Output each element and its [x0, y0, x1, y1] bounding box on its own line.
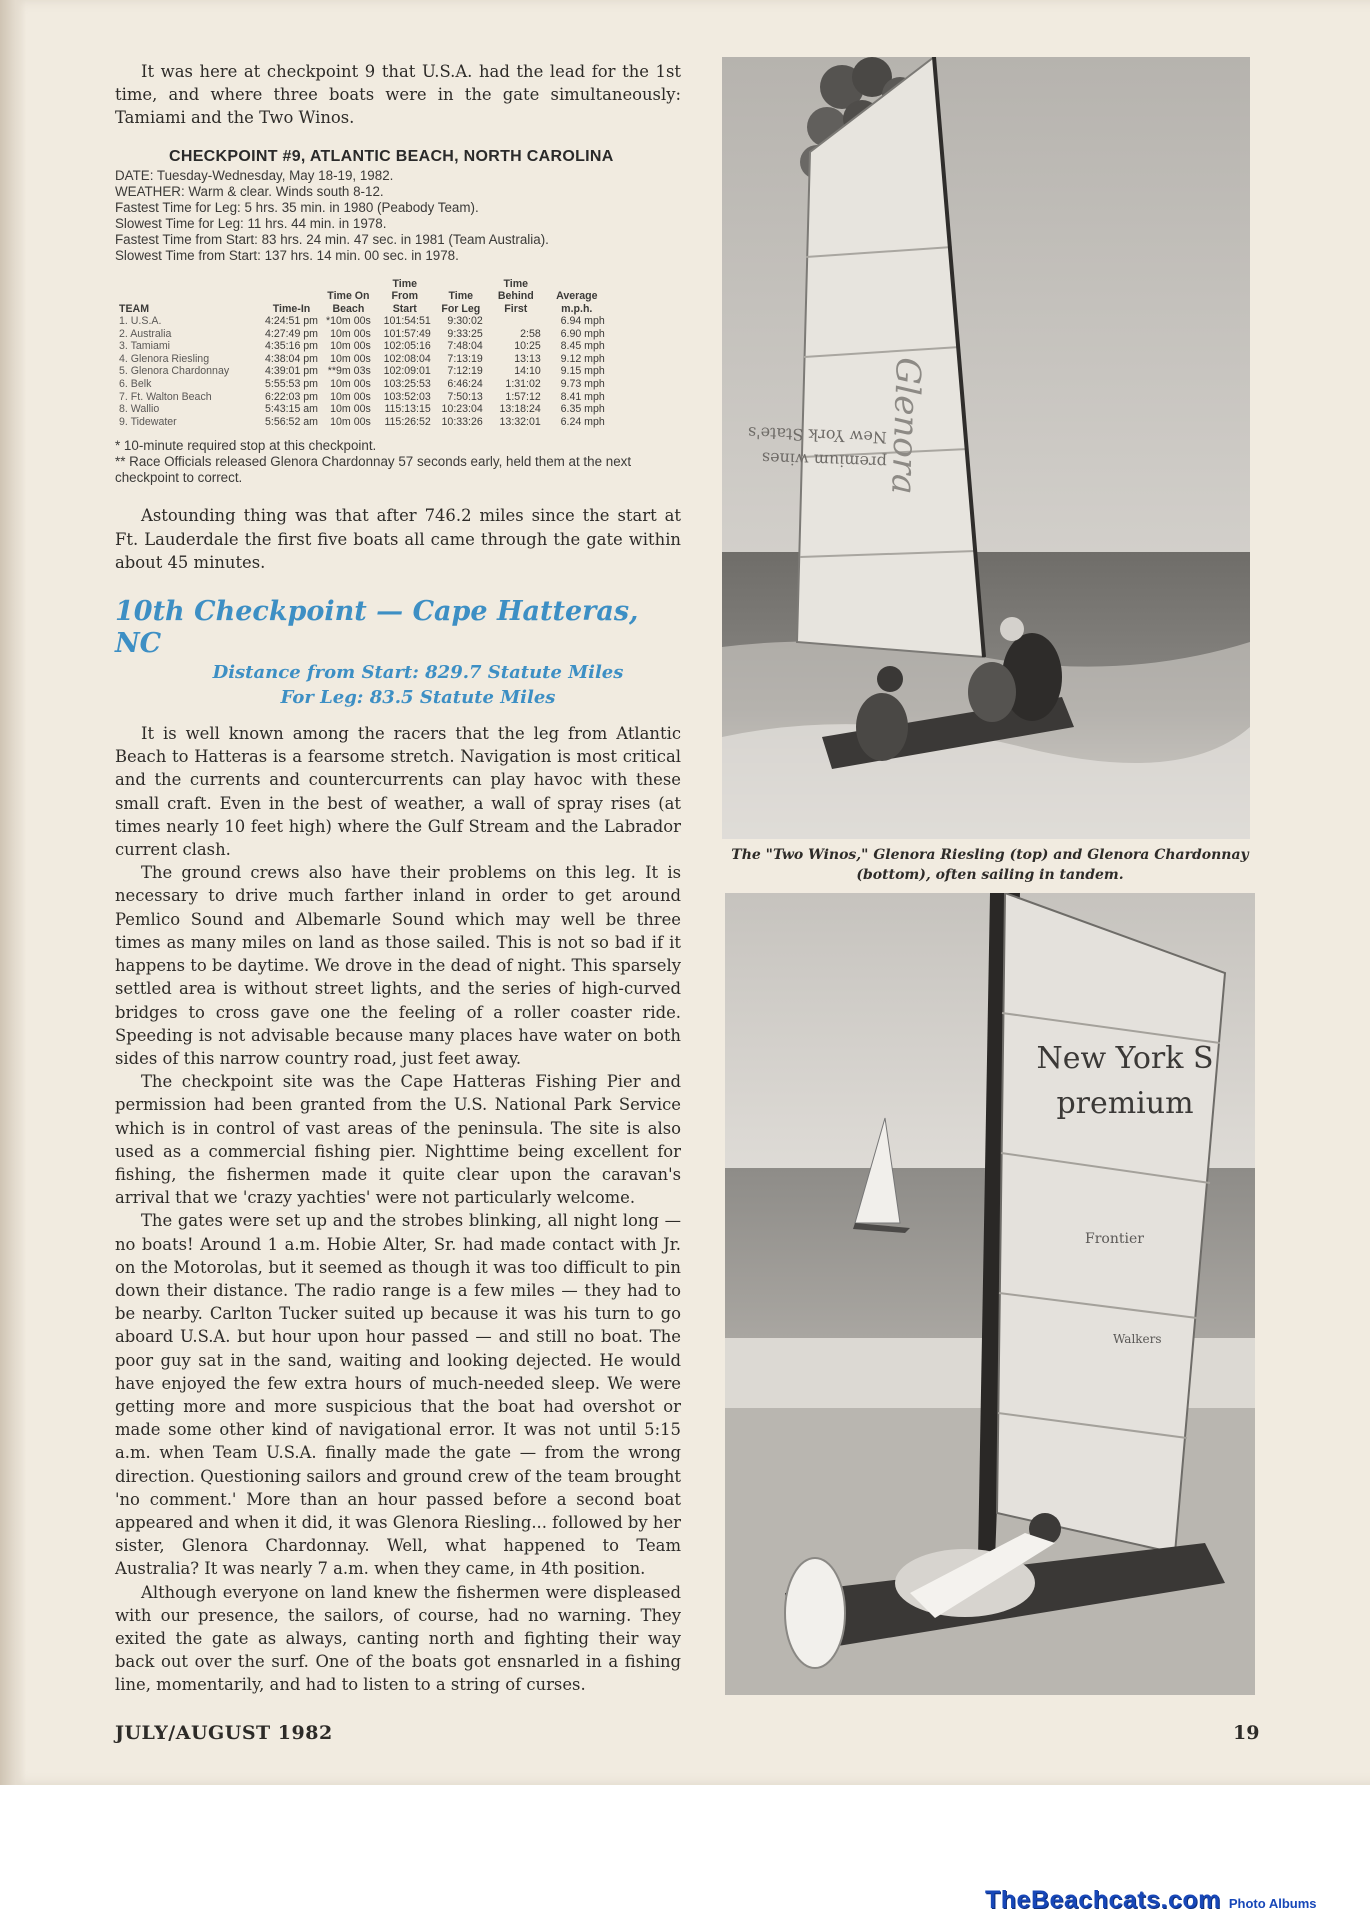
page-number: 19: [1233, 1722, 1260, 1744]
sail-slogan-text: premium: [1056, 1086, 1194, 1121]
col-behind-first: Time Behind First: [497, 277, 534, 315]
time-in-cell: 5:56:52 am: [265, 415, 319, 428]
table-row: [115, 328, 609, 341]
leg-cell: 10:23:04: [441, 403, 483, 416]
sail-sponsor-text-2: Walkers: [1113, 1332, 1162, 1346]
intro-paragraph: It was here at checkpoint 9 that U.S.A. had the lead for the 1st time, and where three boats were in the gate simultaneously: Tamiami and the Two Winos.: [115, 62, 681, 128]
behind-cell: 1:57:12: [505, 390, 541, 403]
info-line: Slowest Time for Leg: 11 hrs. 44 min. in 1978.: [115, 215, 387, 231]
table-row: [115, 315, 609, 328]
start-cell: 103:25:53: [383, 378, 431, 391]
leg-cell: 9:30:02: [447, 315, 483, 328]
col-on-beach: Time On Beach: [327, 290, 370, 315]
info-line: Fastest Time for Leg: 5 hrs. 35 min. in 1980 (Peabody Team).: [115, 199, 479, 215]
photo-caption: The "Two Winos," Glenora Riesling (top) and Glenora Chardonnay (bottom), often sailing in tandem.: [731, 847, 1249, 883]
leg-cell: 7:48:04: [447, 340, 483, 353]
beach-cell: 10m 00s: [330, 352, 371, 365]
col-for-leg: Time For Leg: [441, 290, 481, 315]
leg-cell: 7:13:19: [447, 352, 483, 365]
table-row: [115, 403, 609, 416]
footnote: ** Race Officials released Glenora Chardonnay 57 seconds early, held them at the next checkpoint to correct.: [115, 454, 632, 486]
beach-cell: **9m 03s: [327, 365, 371, 378]
watermark-label: Photo Albums: [1228, 1896, 1317, 1911]
beach-cell: 10m 00s: [330, 390, 371, 403]
time-in-cell: 4:39:01 pm: [265, 365, 319, 378]
mph-cell: 8.45 mph: [560, 340, 605, 353]
col-mph: Average m.p.h.: [556, 290, 598, 315]
start-cell: 102:08:04: [383, 352, 431, 365]
astounding-paragraph: Astounding thing was that after 746.2 miles since the start at Ft. Lauderdale the first five boats all came through the gate within about 45 minutes.: [115, 506, 681, 572]
checkpoint10-heading: 10th Checkpoint — Cape Hatteras, NC: [115, 596, 639, 660]
mph-cell: 9.12 mph: [560, 352, 605, 365]
behind-cell: 1:31:02: [505, 378, 541, 391]
team-cell: 5. Glenora Chardonnay: [119, 365, 230, 378]
checkpoint10-leg: For Leg: 83.5 Statute Miles: [280, 687, 556, 709]
issue-date: JULY/AUGUST 1982: [115, 1722, 333, 1744]
page-spine-shadow: [0, 0, 26, 1785]
time-in-cell: 6:22:03 pm: [265, 390, 319, 403]
info-line: WEATHER: Warm & clear. Winds south 8-12.: [115, 183, 384, 199]
sail-slogan-line1: New York State's: [747, 423, 888, 447]
team-cell: 7. Ft. Walton Beach: [119, 390, 212, 403]
start-cell: 102:05:16: [383, 340, 431, 353]
team-cell: 9. Tidewater: [119, 415, 177, 428]
body-paragraph: The ground crews also have their problems on this leg. It is necessary to drive much farther inland in order to get around Pemlico Sound and Albemarle Sound which may well be three times as many miles on land as those sailed. This is not so bad if it happens to be daytime. We drove in the dead of night. This sparsely settled area is without street lights, and the series of high-curved bridges to cross gave one the feeling of a roller coaster ride. Speeding is not advisable because many places have water on both sides of this narrow country road, just feet away.: [115, 863, 681, 1068]
col-team: TEAM: [119, 302, 150, 315]
sail-brand-text: Glenora: [883, 356, 928, 496]
table-row: [115, 391, 609, 404]
mph-cell: 6.35 mph: [560, 403, 605, 416]
leg-cell: 7:12:19: [447, 365, 483, 378]
beach-cell: 10m 00s: [330, 415, 371, 428]
team-cell: 6. Belk: [119, 378, 152, 391]
beach-cell: 10m 00s: [330, 378, 371, 391]
time-in-cell: 5:43:15 am: [265, 403, 319, 416]
time-in-cell: 4:24:51 pm: [265, 315, 319, 328]
start-cell: 102:09:01: [383, 365, 431, 378]
footnote: * 10-minute required stop at this checkpoint.: [115, 438, 377, 454]
behind-cell: 2:58: [520, 327, 541, 340]
info-line: Fastest Time from Start: 83 hrs. 24 min. 47 sec. in 1981 (Team Australia).: [115, 231, 549, 247]
watermark-site: TheBeachcats.com: [985, 1886, 1221, 1914]
behind-cell: 13:32:01: [499, 415, 541, 428]
table-row: [115, 365, 609, 378]
col-time-in: Time-In: [272, 302, 311, 315]
mph-cell: 8.41 mph: [560, 390, 605, 403]
mph-cell: 6.90 mph: [560, 327, 605, 340]
time-in-cell: 4:35:16 pm: [265, 340, 319, 353]
start-cell: 103:52:03: [383, 390, 431, 403]
behind-cell: 10:25: [514, 340, 541, 353]
behind-cell: 13:13: [514, 352, 541, 365]
mph-cell: 9.73 mph: [560, 378, 605, 391]
time-in-cell: 4:27:49 pm: [265, 327, 319, 340]
behind-cell: 13:18:24: [499, 403, 541, 416]
photo-glenora-beach: [725, 893, 1255, 1695]
behind-cell: 14:10: [514, 365, 541, 378]
table-row: [115, 416, 609, 429]
body-paragraph: Although everyone on land knew the fishermen were displeased with our presence, the sailors, of course, had no warning. They exited the gate as always, canting north and fighting their way back out over the surf. One of the boats got ensnarled in a fishing line, momentarily, and had to listen to a string of curses.: [115, 1582, 681, 1695]
table-row: [115, 353, 609, 366]
article-left-column: [115, 60, 681, 1697]
mph-cell: 6.94 mph: [560, 315, 605, 328]
beach-cell: *10m 00s: [326, 315, 371, 328]
time-in-cell: 5:55:53 pm: [265, 378, 319, 391]
start-cell: 115:26:52: [384, 415, 431, 428]
team-cell: 3. Tamiami: [119, 340, 171, 353]
team-cell: 8. Wallio: [119, 403, 160, 416]
beach-cell: 10m 00s: [330, 327, 371, 340]
photo-two-winos-launch: [722, 57, 1250, 839]
table-row: [115, 340, 609, 353]
checkpoint9-results-table: [115, 278, 609, 429]
time-in-cell: 4:38:04 pm: [265, 352, 319, 365]
leg-cell: 7:50:13: [447, 390, 483, 403]
table-row: [115, 378, 609, 391]
leg-cell: 9:33:25: [447, 327, 483, 340]
mph-cell: 6.24 mph: [560, 415, 605, 428]
start-cell: 101:57:49: [383, 327, 431, 340]
site-watermark: [985, 1886, 1317, 1915]
leg-cell: 10:33:26: [441, 415, 483, 428]
sail-slogan-line2: premium wines: [761, 448, 888, 472]
sail-brand-text: New York S: [1036, 1041, 1214, 1076]
body-paragraph: It is well known among the racers that the leg from Atlantic Beach to Hatteras is a fearsome stretch. Navigation is most critical and the currents and countercurrents can play havoc with these small craft. Even in the best of weather, a wall of spray rises (at times nearly 10 feet high) where the Gulf Stream and the Labrador current clash.: [115, 724, 681, 860]
leg-cell: 6:46:24: [447, 378, 483, 391]
table-footnotes: [115, 438, 681, 486]
table-header-row: [115, 278, 609, 316]
info-line: DATE: Tuesday-Wednesday, May 18-19, 1982.: [115, 167, 394, 183]
team-cell: 2. Australia: [119, 327, 172, 340]
beach-cell: 10m 00s: [330, 340, 371, 353]
sail-sponsor-text: Frontier: [1085, 1231, 1144, 1247]
info-line: Slowest Time from Start: 137 hrs. 14 min. 00 sec. in 1978.: [115, 247, 459, 263]
start-cell: 115:13:15: [384, 403, 431, 416]
start-cell: 101:54:51: [383, 315, 431, 328]
checkpoint10-distance: Distance from Start: 829.7 Statute Miles: [212, 662, 624, 684]
mph-cell: 9.15 mph: [560, 365, 605, 378]
beach-cell: 10m 00s: [330, 403, 371, 416]
checkpoint9-info: [115, 168, 681, 264]
team-cell: 1. U.S.A.: [119, 315, 162, 328]
checkpoint9-title: CHECKPOINT #9, ATLANTIC BEACH, NORTH CAROLINA: [169, 147, 614, 165]
body-paragraph: The checkpoint site was the Cape Hatteras Fishing Pier and permission had been granted from the U.S. National Park Service which is in control of vast areas of the peninsula. The site is also used as a commercial fishing pier. Nighttime being excellent for fishing, the fishermen made it quite clear upon the caravan's arrival that we 'crazy yachties' were not particularly welcome.: [115, 1072, 681, 1208]
body-paragraph: The gates were set up and the strobes blinking, all night long — no boats! Around 1 a.m. Hobie Alter, Sr. had made contact with Jr. on the Motorolas, but it seemed as though it was too difficult to pin down their distance. The radio range is a few miles — they had to be nearby. Carlton Tucker suited up because it was his turn to go aboard U.S.A. but hour upon hour passed — and still no boat. The poor guy sat in the sand, waiting and looking dejected. He would have enjoyed the few extra hours of much-needed sleep. We were getting more and more suspicious that the boat had overshot or made some other kind of navigational error. It was not until 5:15 a.m. when Team U.S.A. finally made the gate — from the wrong direction. Questioning sailors and ground crew of the team brought 'no comment.' More than an hour passed before a second boat appeared and when it did, it was Glenora Riesling... followed by her sister, Glenora Chardonnay. Well, what happened to Team Australia? It was nearly 7 a.m. when they came, in 4th position.: [115, 1211, 681, 1579]
col-from-start: Time From Start: [391, 277, 419, 315]
team-cell: 4. Glenora Riesling: [119, 352, 210, 365]
behind-cell: [487, 315, 545, 328]
